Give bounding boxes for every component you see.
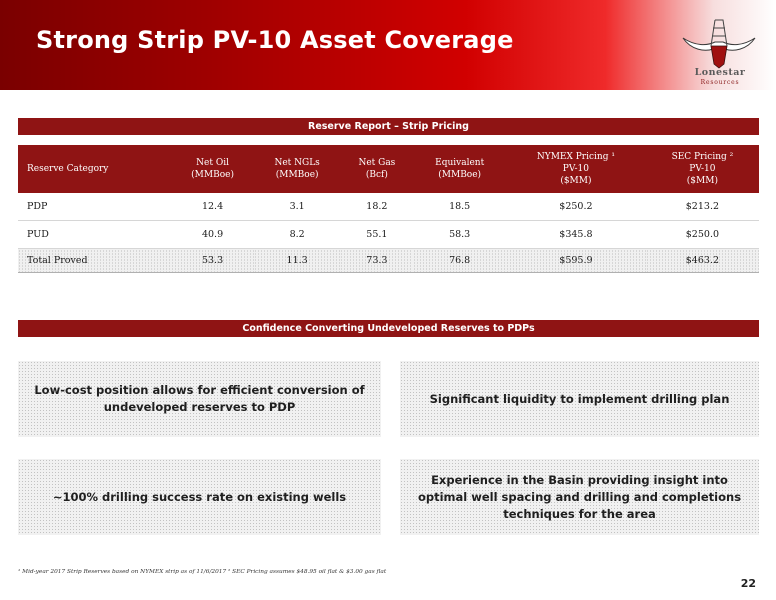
table-cell: $250.2 bbox=[506, 193, 646, 221]
page-number: 22 bbox=[740, 577, 756, 590]
reserve-report-header: Reserve Report – Strip Pricing bbox=[18, 118, 759, 135]
table-cell: $345.8 bbox=[506, 221, 646, 249]
table-header-row bbox=[18, 145, 759, 193]
highlight-box bbox=[400, 459, 759, 535]
highlight-text: Significant liquidity to implement drilling plan bbox=[429, 391, 730, 406]
highlight-text: Experience in the Basin providing insight into optimal well spacing and drilling and completions techniques for the area bbox=[417, 472, 742, 521]
table-cell: 76.8 bbox=[413, 249, 506, 273]
table-cell: 12.4 bbox=[171, 193, 254, 221]
table-cell: 73.3 bbox=[340, 249, 413, 273]
column-header: SEC Pricing ² PV-10 ($MM) bbox=[646, 145, 759, 193]
logo-subtitle: Resources bbox=[700, 79, 740, 86]
logo-wordmark: Lonestar bbox=[694, 67, 746, 78]
table-cell: PUD bbox=[18, 221, 171, 249]
table-cell: $213.2 bbox=[646, 193, 759, 221]
table-row bbox=[18, 193, 759, 221]
reserve-table bbox=[18, 145, 759, 273]
table-cell: 18.2 bbox=[340, 193, 413, 221]
table-cell: $463.2 bbox=[646, 249, 759, 273]
highlight-text: ~100% drilling success rate on existing wells bbox=[52, 489, 347, 504]
highlight-box bbox=[18, 361, 381, 437]
footnote: ¹ Mid-year 2017 Strip Reserves based on NYMEX strip as of 11/6/2017 ² SEC Pricing assumes $48.95 oil flat & $3.00 gas flat bbox=[18, 569, 387, 575]
highlight-text: Low-cost position allows for efficient conversion of undeveloped reserves to PDP bbox=[34, 383, 365, 414]
table-cell: $250.0 bbox=[646, 221, 759, 249]
confidence-header: Confidence Converting Undeveloped Reserves to PDPs bbox=[18, 320, 759, 337]
highlight-box bbox=[400, 361, 759, 437]
table-cell: 11.3 bbox=[254, 249, 341, 273]
table-row bbox=[18, 221, 759, 249]
table-cell: 55.1 bbox=[340, 221, 413, 249]
table-cell: Total Proved bbox=[18, 249, 171, 273]
column-header: Reserve Category bbox=[18, 145, 171, 193]
column-header: Net NGLs (MMBoe) bbox=[254, 145, 341, 193]
column-header: Net Gas (Bcf) bbox=[340, 145, 413, 193]
highlight-box bbox=[18, 459, 381, 535]
page-title: Strong Strip PV-10 Asset Coverage bbox=[36, 26, 514, 54]
table-cell: 3.1 bbox=[254, 193, 341, 221]
column-header: Equivalent (MMBoe) bbox=[413, 145, 506, 193]
table-cell: 40.9 bbox=[171, 221, 254, 249]
column-header: Net Oil (MMBoe) bbox=[171, 145, 254, 193]
table-cell: 8.2 bbox=[254, 221, 341, 249]
table-cell: 58.3 bbox=[413, 221, 506, 249]
table-cell: 53.3 bbox=[171, 249, 254, 273]
table-cell: $595.9 bbox=[506, 249, 646, 273]
table-cell: PDP bbox=[18, 193, 171, 221]
table-cell: 18.5 bbox=[413, 193, 506, 221]
column-header: NYMEX Pricing ¹ PV-10 ($MM) bbox=[506, 145, 646, 193]
total-row bbox=[18, 249, 759, 273]
